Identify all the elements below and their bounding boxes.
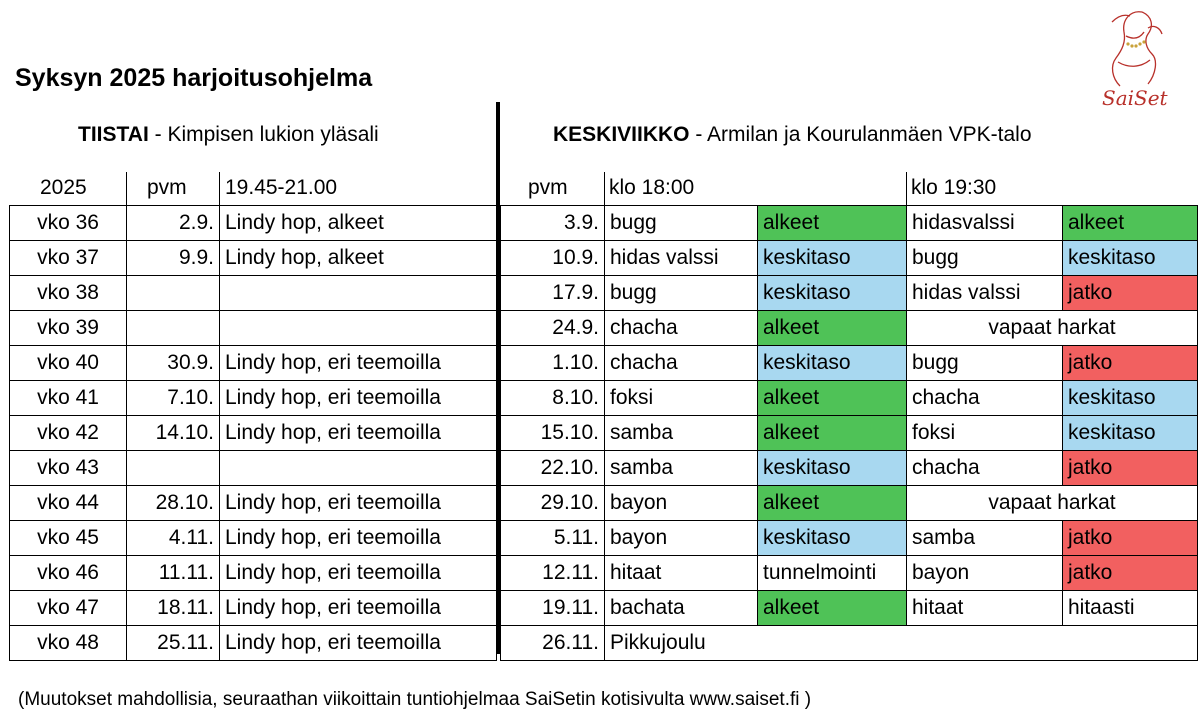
wednesday-day: KESKIVIIKKO [553,123,690,146]
date-cell: 30.9. [127,346,220,381]
header-separator [604,172,605,205]
date-cell [127,276,220,311]
table-row [501,451,1198,486]
table-row [501,346,1198,381]
date-cell: 4.11. [127,521,220,556]
class-cell [220,451,497,486]
wednesday-place: - Armilan ja Kourulanmäen VPK-talo [689,123,1032,146]
dance-cell: chacha [605,346,758,381]
table-row [501,556,1198,591]
level-cell: alkeet [1063,206,1198,241]
week-cell: vko 47 [10,591,127,626]
dance-cell: hidasvalssi [907,206,1063,241]
header-separator [219,172,220,205]
date-cell: 28.10. [127,486,220,521]
date-cell: 1.10. [501,346,605,381]
wednesday-table [500,205,1198,661]
class-cell: Lindy hop, alkeet [220,206,497,241]
header-separator [126,172,127,205]
wednesday-header-time1: klo 18:00 [609,176,695,199]
date-cell: 29.10. [501,486,605,521]
week-cell: vko 38 [10,276,127,311]
table-row [10,241,497,276]
free-practice-cell: vapaat harkat [907,486,1198,521]
date-cell: 7.10. [127,381,220,416]
dance-cell: chacha [907,381,1063,416]
level-cell: keskitaso [1063,381,1198,416]
table-row [10,311,497,346]
date-cell: 2.9. [127,206,220,241]
week-cell: vko 42 [10,416,127,451]
class-cell: Lindy hop, eri teemoilla [220,381,497,416]
level-cell: hitaasti [1063,591,1198,626]
level-cell: alkeet [758,206,907,241]
date-cell: 3.9. [501,206,605,241]
table-row [501,521,1198,556]
dance-cell: samba [907,521,1063,556]
dance-cell: hitaat [907,591,1063,626]
table-row [501,416,1198,451]
dance-cell: bugg [605,276,758,311]
table-row [501,206,1198,241]
date-cell: 19.11. [501,591,605,626]
date-cell: 10.9. [501,241,605,276]
level-cell: alkeet [758,311,907,346]
dance-cell: chacha [605,311,758,346]
table-row [10,206,497,241]
date-cell: 22.10. [501,451,605,486]
level-cell: keskitaso [758,241,907,276]
level-cell: jatko [1063,556,1198,591]
date-cell: 15.10. [501,416,605,451]
date-cell [127,311,220,346]
header-separator [906,172,907,205]
table-row [10,521,497,556]
tuesday-day: TIISTAI [78,123,149,146]
class-cell: Lindy hop, eri teemoilla [220,416,497,451]
table-row [501,486,1198,521]
tuesday-header-date: pvm [147,176,187,199]
dance-cell: samba [605,416,758,451]
table-row [10,591,497,626]
date-cell [127,451,220,486]
table-row [10,556,497,591]
table-row [501,626,1198,661]
level-cell: keskitaso [758,346,907,381]
dance-cell: Pikkujoulu [605,626,1198,661]
week-cell: vko 40 [10,346,127,381]
week-cell: vko 45 [10,521,127,556]
footer-note: (Muutokset mahdollisia, seuraathan viikoittain tuntiohjelmaa SaiSetin kotisivulta www.saiset.fi ) [18,689,812,710]
date-cell: 26.11. [501,626,605,661]
wednesday-header-date: pvm [528,176,568,199]
week-cell: vko 44 [10,486,127,521]
table-row [10,276,497,311]
date-cell: 12.11. [501,556,605,591]
dance-cell: hidas valssi [605,241,758,276]
date-cell: 24.9. [501,311,605,346]
date-cell: 17.9. [501,276,605,311]
date-cell: 5.11. [501,521,605,556]
wednesday-header-time2: klo 19:30 [911,176,997,199]
week-cell: vko 39 [10,311,127,346]
dance-cell: samba [605,451,758,486]
week-cell: vko 36 [10,206,127,241]
date-cell: 9.9. [127,241,220,276]
level-cell: alkeet [758,381,907,416]
table-row [10,346,497,381]
dance-cell: bachata [605,591,758,626]
week-cell: vko 43 [10,451,127,486]
dance-cell: bayon [907,556,1063,591]
logo-text: SaiSet [1102,86,1168,110]
dance-cell: foksi [907,416,1063,451]
free-practice-cell: vapaat harkat [907,311,1198,346]
class-cell [220,311,497,346]
level-cell: jatko [1063,451,1198,486]
dance-cell: bayon [605,521,758,556]
class-cell [220,276,497,311]
level-cell: alkeet [758,591,907,626]
dance-cell: bugg [605,206,758,241]
page-title: Syksyn 2025 harjoitusohjelma [15,64,373,92]
level-cell: keskitaso [1063,416,1198,451]
table-row [10,626,497,661]
dance-cell: bayon [605,486,758,521]
level-cell: jatko [1063,346,1198,381]
date-cell: 8.10. [501,381,605,416]
class-cell: Lindy hop, eri teemoilla [220,626,497,661]
level-cell: alkeet [758,486,907,521]
tuesday-header-year: 2025 [40,176,87,199]
table-row [501,381,1198,416]
class-cell: Lindy hop, eri teemoilla [220,521,497,556]
level-cell: jatko [1063,521,1198,556]
class-cell: Lindy hop, eri teemoilla [220,556,497,591]
dance-cell: foksi [605,381,758,416]
date-cell: 14.10. [127,416,220,451]
class-cell: Lindy hop, eri teemoilla [220,486,497,521]
table-row [501,591,1198,626]
tuesday-table [9,205,497,661]
dance-cell: bugg [907,346,1063,381]
table-row [10,451,497,486]
level-cell: tunnelmointi [758,556,907,591]
week-cell: vko 48 [10,626,127,661]
date-cell: 25.11. [127,626,220,661]
class-cell: Lindy hop, alkeet [220,241,497,276]
dance-cell: hidas valssi [907,276,1063,311]
dance-cell: hitaat [605,556,758,591]
table-row [10,416,497,451]
dance-cell: bugg [907,241,1063,276]
table-row [10,486,497,521]
level-cell: keskitaso [758,521,907,556]
table-row [10,381,497,416]
class-cell: Lindy hop, eri teemoilla [220,591,497,626]
table-row [501,241,1198,276]
level-cell: keskitaso [758,451,907,486]
table-row [501,311,1198,346]
week-cell: vko 46 [10,556,127,591]
date-cell: 18.11. [127,591,220,626]
week-cell: vko 41 [10,381,127,416]
class-cell: Lindy hop, eri teemoilla [220,346,497,381]
date-cell: 11.11. [127,556,220,591]
level-cell: keskitaso [758,276,907,311]
tuesday-place: - Kimpisen lukion yläsali [148,123,379,146]
tuesday-header-time: 19.45-21.00 [225,176,338,199]
level-cell: jatko [1063,276,1198,311]
level-cell: keskitaso [1063,241,1198,276]
table-row [501,276,1198,311]
wednesday-heading [553,123,1032,147]
tuesday-heading [78,123,379,147]
week-cell: vko 37 [10,241,127,276]
dance-cell: chacha [907,451,1063,486]
level-cell: alkeet [758,416,907,451]
